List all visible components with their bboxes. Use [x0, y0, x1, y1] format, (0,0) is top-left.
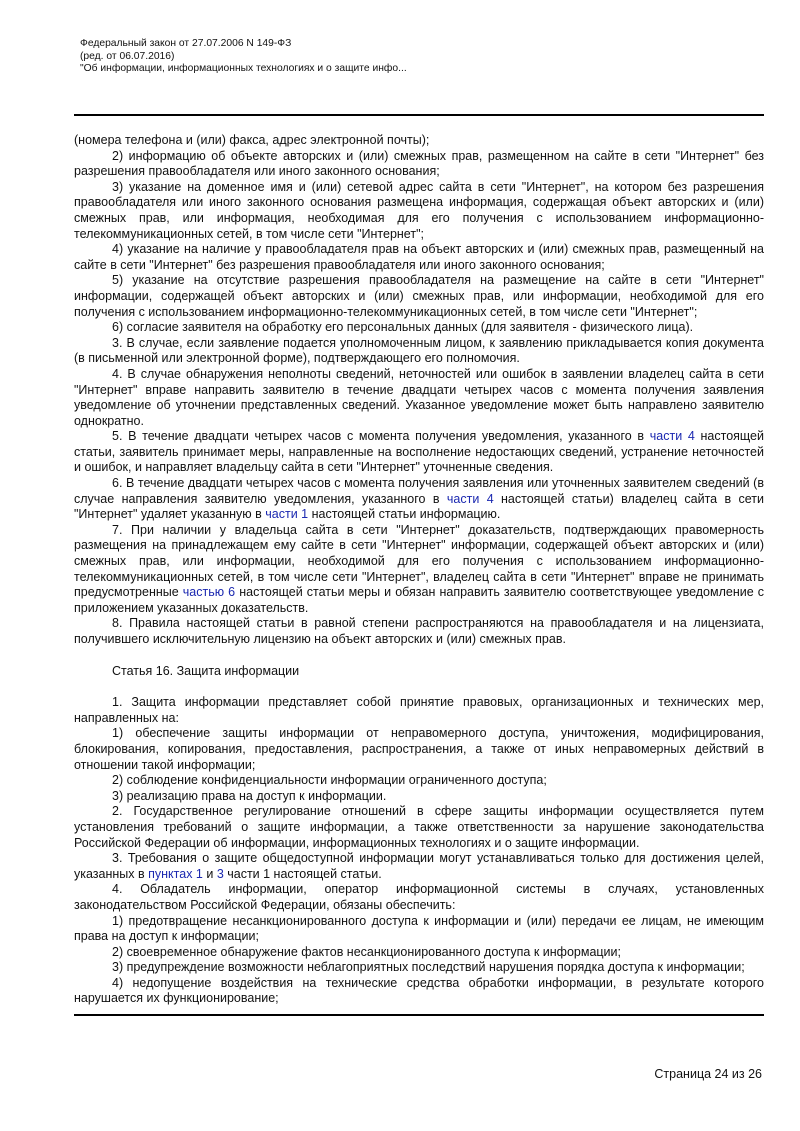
paragraph-text: настоящей статьи информацию.: [308, 507, 501, 522]
reference-link[interactable]: пунктах 1: [148, 866, 203, 881]
paragraph-text: 5. В течение двадцати четырех часов с момента получения уведомления, указанного в: [112, 429, 650, 444]
paragraph-text: настоящей статьи меры и обязан направить заявителю соответствующее уведомление с приложением указанных доказательств.: [74, 585, 764, 615]
header-revision: (ред. от 06.07.2016): [80, 50, 175, 62]
reference-link[interactable]: части 1: [265, 507, 309, 522]
paragraph: 4. Обладатель информации, оператор информационной системы в случаях, установленных законодательством Российской Федерации, обязаны обеспечить:: [74, 882, 764, 912]
paragraph: [74, 476, 764, 523]
reference-link[interactable]: частью 6: [182, 585, 236, 600]
paragraph-text: и: [202, 866, 217, 881]
paragraph: 4) указание на наличие у правообладателя прав на объект авторских и (или) смежных прав, размещенный на сайте в сети "Интернет" без разрешения правообладателя или иного законного основания;: [74, 242, 764, 272]
paragraph: 8. Правила настоящей статьи в равной степени распространяются на правообладателя и на лицензиата, получившего исключительную лицензию на объект авторских и (или) смежных прав.: [74, 616, 764, 646]
reference-link[interactable]: части 4: [649, 429, 695, 444]
document-header: [80, 38, 407, 76]
paragraph-text: 6. В течение двадцати четырех часов с момента получения заявления или уточненных заявителем сведений (в случае направления заявителю уведомления, указанного в: [74, 476, 764, 506]
paragraph: [74, 523, 764, 617]
paragraph-text: настоящей статьи) владелец сайта в сети "Интернет" удаляет указанную в: [74, 491, 764, 522]
article-heading: Статья 16. Защита информации: [112, 663, 300, 678]
header-law-title: Федеральный закон от 27.07.2006 N 149-ФЗ: [80, 38, 292, 49]
paragraph: 3. В случае, если заявление подается уполномоченным лицом, к заявлению прикладывается копия документа (в письменной или электронной форме), подтверждающего его полномочия.: [74, 335, 764, 366]
paragraph: 1) предотвращение несанкционированного доступа к информации и (или) передачи ее лицам, не имеющим права на доступ к информации;: [74, 913, 764, 944]
paragraph-text: 3. Требования о защите общедоступной информации могут устанавливаться только для достижения целей, указанных в: [74, 851, 764, 881]
paragraph-text: 7. При наличии у владельца сайта в сети "Интернет" доказательств, подтверждающих правомерность размещения на принадлежащем ему сайте в сети "Интернет" информации, содержащей объект авторских и (или) смежных прав, или информации, необходимой для его получения с использованием информационно-телекоммуникационных сетей, в том числе сети "Интернет", владелец сайта в сети "Интернет" вправе не принимать предусмотренные: [74, 522, 764, 600]
reference-link[interactable]: 3: [216, 866, 224, 881]
reference-link[interactable]: части 4: [446, 491, 494, 506]
paragraph-text: настоящей статьи, заявитель принимает меры, направленные на восполнение недостающих сведений, устранение неточностей и ошибок, и направляет владельцу сайта в сети "Интернет" уточненные сведения.: [74, 429, 764, 475]
paragraph-text: части 1 настоящей статьи.: [223, 866, 382, 881]
paragraph: 1. Защита информации представляет собой принятие правовых, организационных и технических мер, направленных на:: [74, 695, 764, 725]
paragraph: 6) согласие заявителя на обработку его персональных данных (для заявителя - физического лица).: [112, 320, 694, 335]
paragraph: 2) своевременное обнаружение фактов несанкционированного доступа к информации;: [112, 944, 621, 959]
paragraph: 4. В случае обнаружения неполноты сведений, неточностей или ошибок в заявлении владелец сайта в сети "Интернет" вправе направить заявителю в течение двадцати четырех часов с момента получения заявления уведомление об уточнении представленных сведений. Указанное уведомление может быть направлено заявителю однократно.: [74, 366, 764, 428]
paragraph: 3) указание на доменное имя и (или) сетевой адрес сайта в сети "Интернет", на котором без разрешения правообладателя или иного законного основания размещена информация, содержащая объект авторских и (или) смежных прав, или информация, необходимая для его получения с использованием информационно-телекоммуникационных сетей, в том числе сети "Интернет";: [74, 179, 764, 241]
paragraph: [74, 429, 764, 476]
header-divider: [74, 114, 764, 116]
paragraph: 4) недопущение воздействия на технические средства обработки информации, в результате которого нарушается их функционирование;: [74, 975, 764, 1006]
paragraph: 3) предупреждение возможности неблагоприятных последствий нарушения порядка доступа к информации;: [112, 960, 745, 975]
paragraph: 5) указание на отсутствие разрешения правообладателя на размещение на сайте в сети "Интернет" информации, содержащей объект авторских и (или) смежных прав, или информации, необходимой для его получения с использованием информационно-телекоммуникационных сетей, в том числе сети "Интернет";: [74, 273, 764, 319]
footer-divider: [74, 1014, 764, 1016]
paragraph: [74, 851, 764, 882]
paragraph: 1) обеспечение защиты информации от неправомерного доступа, уничтожения, модифицирования, блокирования, копирования, предоставления, распространения, а также от иных неправомерных действий в отношении такой информации;: [74, 726, 764, 772]
paragraph: 2) соблюдение конфиденциальности информации ограниченного доступа;: [112, 773, 547, 788]
paragraph: (номера телефона и (или) факса, адрес электронной почты);: [74, 133, 430, 147]
paragraph: 2) информацию об объекте авторских и (или) смежных прав, размещенном на сайте в сети "Интернет" без разрешения правообладателя или иного законного основания;: [74, 148, 764, 179]
document-body: [74, 133, 764, 1007]
header-law-name: "Об информации, информационных технологиях и о защите инфо...: [80, 63, 407, 74]
paragraph: 2. Государственное регулирование отношений в сфере защиты информации осуществляется путем установления требований о защите информации, а также ответственности за нарушение законодательства Российской Федерации об информации, информационных технологиях и о защите информации.: [74, 804, 764, 850]
page-number: Страница 24 из 26: [654, 1067, 762, 1081]
paragraph: 3) реализацию права на доступ к информации.: [112, 788, 387, 803]
